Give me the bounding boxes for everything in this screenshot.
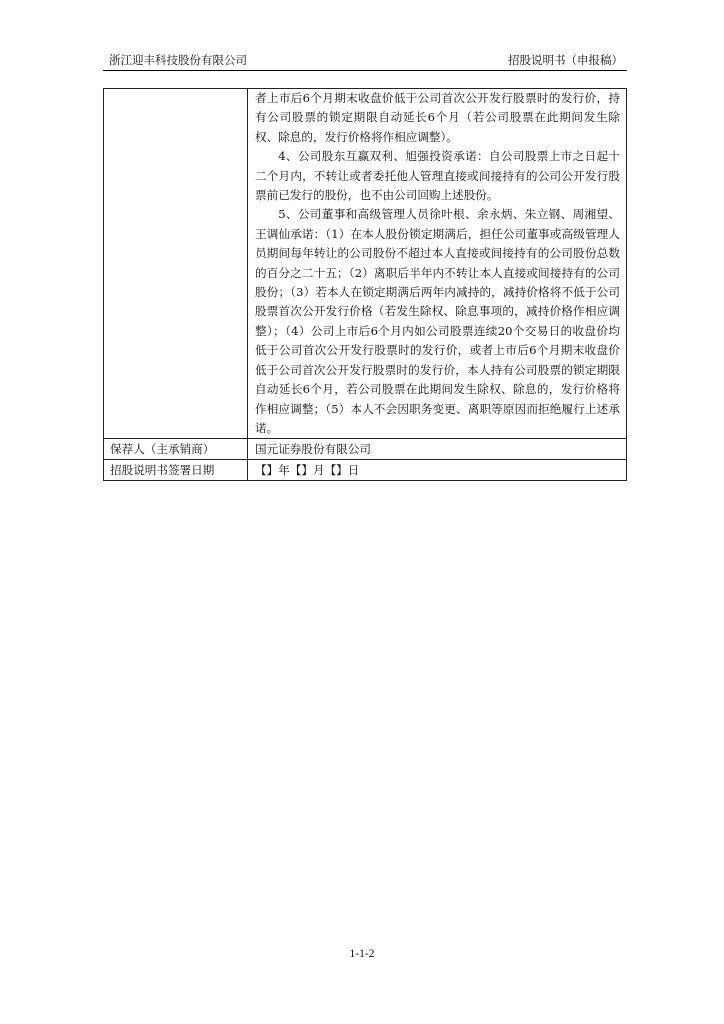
page-number: 1-1-2 <box>349 948 375 960</box>
header-company-name: 浙江迎丰科技股份有限公司 <box>109 53 247 67</box>
prospectus-info-table <box>103 88 627 481</box>
table-row-signing-date <box>104 460 627 481</box>
page-header <box>103 50 627 71</box>
table-row-commitments <box>104 89 627 439</box>
signing-date-value: 【】年【】月【】日 <box>248 460 627 481</box>
sponsor-label: 保荐人（主承销商） <box>104 439 248 460</box>
table-label-cell-empty <box>104 89 248 439</box>
header-document-title: 招股说明书（申报稿） <box>508 53 623 67</box>
sponsor-value: 国元证券股份有限公司 <box>248 439 627 460</box>
commitment-paragraph-shareholders: 4、公司股东互赢双利、旭强投资承诺：自公司股票上市之日起十二个月内，不转让或者委托他人管理直接或间接持有的公司公开发行股票前已发行的股份，也不由公司回购上述股份。 <box>255 149 620 203</box>
commitment-paragraph-directors: 5、公司董事和高级管理人员徐叶根、余永炳、朱立钢、周湘望、王调仙承诺：（1）在本人股份锁定期满后，担任公司董事或高级管理人员期间每年转让的公司股份不超过本人直接或间接持有的公司股份总数的百分之二十五；（2）离职后半年内不转让本人直接或间接持有的公司股份；（3）若本人在锁定期满后两年内减持的，减持价格将不低于公司股票首次公开发行价格（若发生除权、除息事项的，减持价格作相应调整）；（4）公司上市后6个月内如公司股票连续20个交易日的收盘价均低于公司首次公开发行股票时的发行价，或者上市后6个月期末收盘价低于公司首次公开发行股票时的发行价，本人持有公司股票的锁定期限自动延长6个月，若公司股票在此期间发生除权、除息的，发行价格将作相应调整；（5）本人不会因职务变更、离职等原因而拒绝履行上述承诺。 <box>255 207 620 435</box>
table-value-cell-commitments <box>248 89 627 439</box>
table-row-sponsor <box>104 439 627 460</box>
signing-date-label: 招股说明书签署日期 <box>104 460 248 481</box>
commitment-paragraph-continuation: 者上市后6个月期末收盘价低于公司首次公开发行股票时的发行价，持有公司股票的锁定期限自动延长6个月（若公司股票在此期间发生除权、除息的，发行价格将作相应调整）。 <box>255 91 620 144</box>
